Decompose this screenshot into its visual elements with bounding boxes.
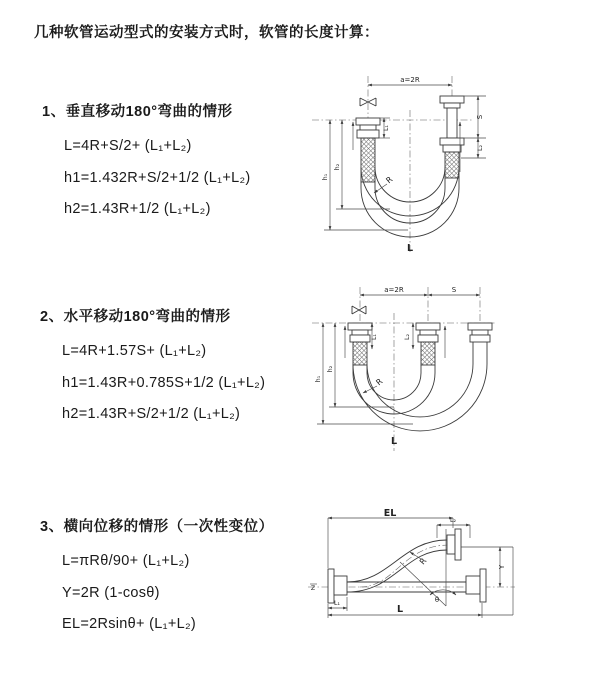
dimension-a2R — [368, 76, 452, 85]
dim-label-a2R: a=2R — [384, 286, 404, 294]
dim-label-h2: h₂ — [327, 365, 334, 373]
dim-label-R: R — [374, 376, 385, 388]
right-end-fitting — [440, 96, 464, 178]
dim-label-L2: L₂ — [404, 334, 411, 340]
diagram-horizontal-180-drawing — [310, 283, 600, 458]
formula-line: EL=2Rsinθ+ (L₁+L₂) — [62, 616, 197, 632]
left-end-fitting — [356, 118, 380, 182]
angle-label-theta: θ — [434, 596, 440, 604]
dimension-L2 — [404, 323, 413, 349]
braided-hose — [361, 138, 375, 182]
hose-u-bends — [353, 342, 487, 431]
right-end-fitting — [466, 569, 486, 602]
datum-mark — [310, 584, 317, 592]
dim-label-L: L — [406, 243, 414, 254]
dimension-EL — [328, 508, 453, 568]
centerlines — [312, 287, 496, 451]
formula-line: Y=2R (1-cosθ) — [62, 584, 160, 601]
section-heading: 3、横向位移的情形（一次性变位） — [40, 519, 274, 535]
dim-label-h1: h₁ — [322, 173, 329, 181]
section-heading: 1、垂直移动180°弯曲的情形 — [42, 104, 233, 120]
dim-label-R: R — [417, 556, 429, 567]
section-vertical-180 — [42, 100, 251, 226]
dimension-L — [328, 603, 513, 618]
dim-label-a2R: a=2R — [400, 76, 420, 84]
formula-line: L=4R+1.57S+ (L₁+L₂) — [62, 343, 207, 359]
middle-end-fitting — [416, 323, 440, 365]
dimension-L2 — [461, 138, 486, 158]
dim-label-L1: L₁ — [334, 600, 340, 607]
dim-label-L2: L₂ — [450, 517, 456, 524]
dimension-a2R — [360, 286, 428, 295]
upper-end-fitting — [447, 529, 461, 560]
formula-line: h2=1.43R+S/2+1/2 (L₁+L₂) — [62, 406, 241, 422]
dimension-L1 — [379, 118, 390, 138]
dim-label-L2: L₂ — [477, 145, 484, 151]
formula-line: L=4R+S/2+ (L₁+L₂) — [64, 138, 192, 154]
braided-hose — [353, 342, 367, 365]
dim-label-L: L — [396, 604, 404, 615]
section-horizontal-180 — [40, 305, 265, 431]
formula-line: h2=1.43R+1/2 (L₁+L₂) — [64, 201, 211, 217]
hose-s-curve — [347, 540, 447, 592]
formula-line: L=πRθ/90+ (L₁+L₂) — [62, 553, 190, 569]
dim-label-S: S — [451, 286, 457, 294]
dimension-S — [428, 286, 480, 295]
dim-label-R: R — [384, 174, 395, 186]
dim-label-h1: h₁ — [315, 375, 322, 383]
dim-label-L: L — [390, 436, 398, 447]
formula-line: h1=1.432R+S/2+1/2 (L₁+L₂) — [64, 169, 251, 186]
section-lateral-displacement — [40, 515, 274, 641]
left-end-fitting — [348, 323, 372, 365]
document-title: 几种软管运动型式的安装方式时，软管的长度计算： — [34, 25, 379, 41]
datum-label: Z — [310, 585, 316, 592]
formula-line: h1=1.43R+0.785S+1/2 (L₁+L₂) — [62, 374, 266, 391]
dim-label-EL: EL — [383, 508, 397, 519]
diagram-vertical-180-drawing — [310, 72, 600, 267]
dim-label-L1: L₁ — [371, 334, 378, 340]
valve-icon — [352, 306, 366, 314]
right-end-fitting — [468, 323, 492, 342]
diagram-lateral-displacement-drawing — [300, 505, 600, 650]
section-heading: 2、水平移动180°弯曲的情形 — [40, 309, 231, 325]
dimension-S — [464, 96, 486, 138]
braided-hose — [445, 152, 459, 178]
left-end-fitting — [328, 569, 347, 603]
dim-label-Y: Y — [498, 564, 506, 570]
dim-label-L1: L₁ — [383, 125, 390, 131]
braided-hose — [421, 342, 435, 365]
dimension-L1 — [371, 323, 378, 349]
dim-label-h2: h₂ — [334, 163, 341, 171]
dim-label-S: S — [476, 114, 484, 120]
